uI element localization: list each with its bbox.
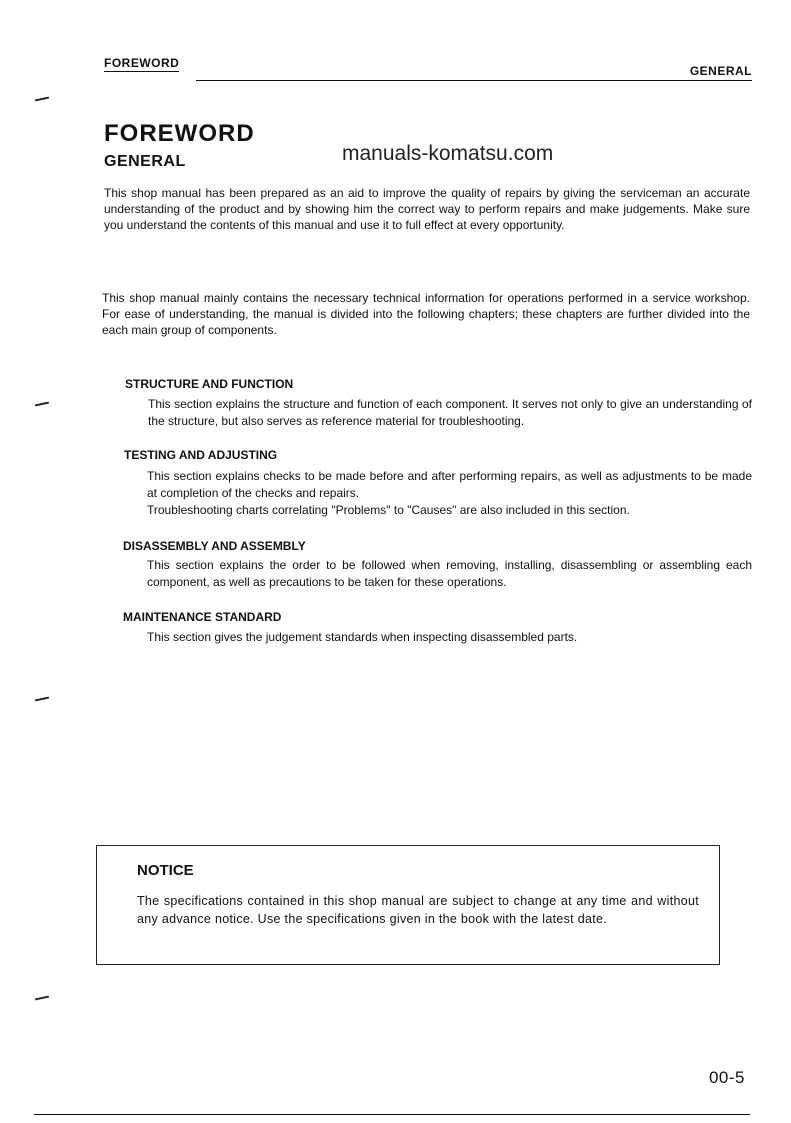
section-title-testing: TESTING AND ADJUSTING <box>124 448 278 462</box>
notice-box <box>96 845 720 965</box>
page-title: FOREWORD <box>104 120 255 147</box>
section-title-structure: STRUCTURE AND FUNCTION <box>125 377 294 391</box>
page-subtitle: GENERAL <box>104 153 186 170</box>
margin-mark <box>35 996 49 1001</box>
header-rule <box>196 80 752 81</box>
section-body-testing <box>147 468 752 519</box>
contents-paragraph: This shop manual mainly contains the necessary technical information for operations performed in a service workshop. For ease of understanding, the manual is divided into the following chapters; these chapters are further divided into the each main group of components. <box>102 291 750 337</box>
section-body-line: Troubleshooting charts correlating "Problems" to "Causes" are also included in this section. <box>147 503 630 517</box>
section-body-disassembly <box>147 557 752 591</box>
margin-mark <box>35 402 49 407</box>
section-body-line: This section gives the judgement standards when inspecting disassembled parts. <box>147 630 578 644</box>
section-body-line: This section explains checks to be made before and after performing repairs, as well as adjustments to be made at completion of the checks and repairs. <box>147 469 752 500</box>
section-body-line: This section explains the order to be followed when removing, installing, disassembling or assembling each component, as well as precautions to be taken for these operations. <box>147 558 752 589</box>
section-body-maintenance <box>147 629 752 646</box>
header-section-label: GENERAL <box>689 64 752 78</box>
section-title-maintenance: MAINTENANCE STANDARD <box>123 610 282 624</box>
intro-paragraph: This shop manual has been prepared as an aid to improve the quality of repairs by giving the serviceman an accurate understanding of the product and by showing him the correct way to perform repairs and make judgements. Make sure you understand the contents of this manual and use it to full effect at every opportunity. <box>104 186 750 232</box>
section-title-disassembly: DISASSEMBLY AND ASSEMBLY <box>123 539 306 553</box>
notice-text: The specifications contained in this shop manual are subject to change at any time and without any advance notice. Use the specifications given in the book with the latest date. <box>137 894 699 926</box>
header-chapter-label: FOREWORD <box>104 56 180 70</box>
section-body-structure <box>148 396 752 430</box>
notice-title: NOTICE <box>137 862 194 879</box>
margin-mark <box>35 97 49 102</box>
margin-mark <box>35 697 49 702</box>
footer-rule <box>34 1114 750 1115</box>
page-number: 00-5 <box>708 1068 745 1087</box>
watermark-text: manuals-komatsu.com <box>342 142 554 165</box>
section-body-line: This section explains the structure and function of each component. It serves not only to give an understanding of the structure, but also serves as reference material for troubleshooting. <box>148 397 752 428</box>
